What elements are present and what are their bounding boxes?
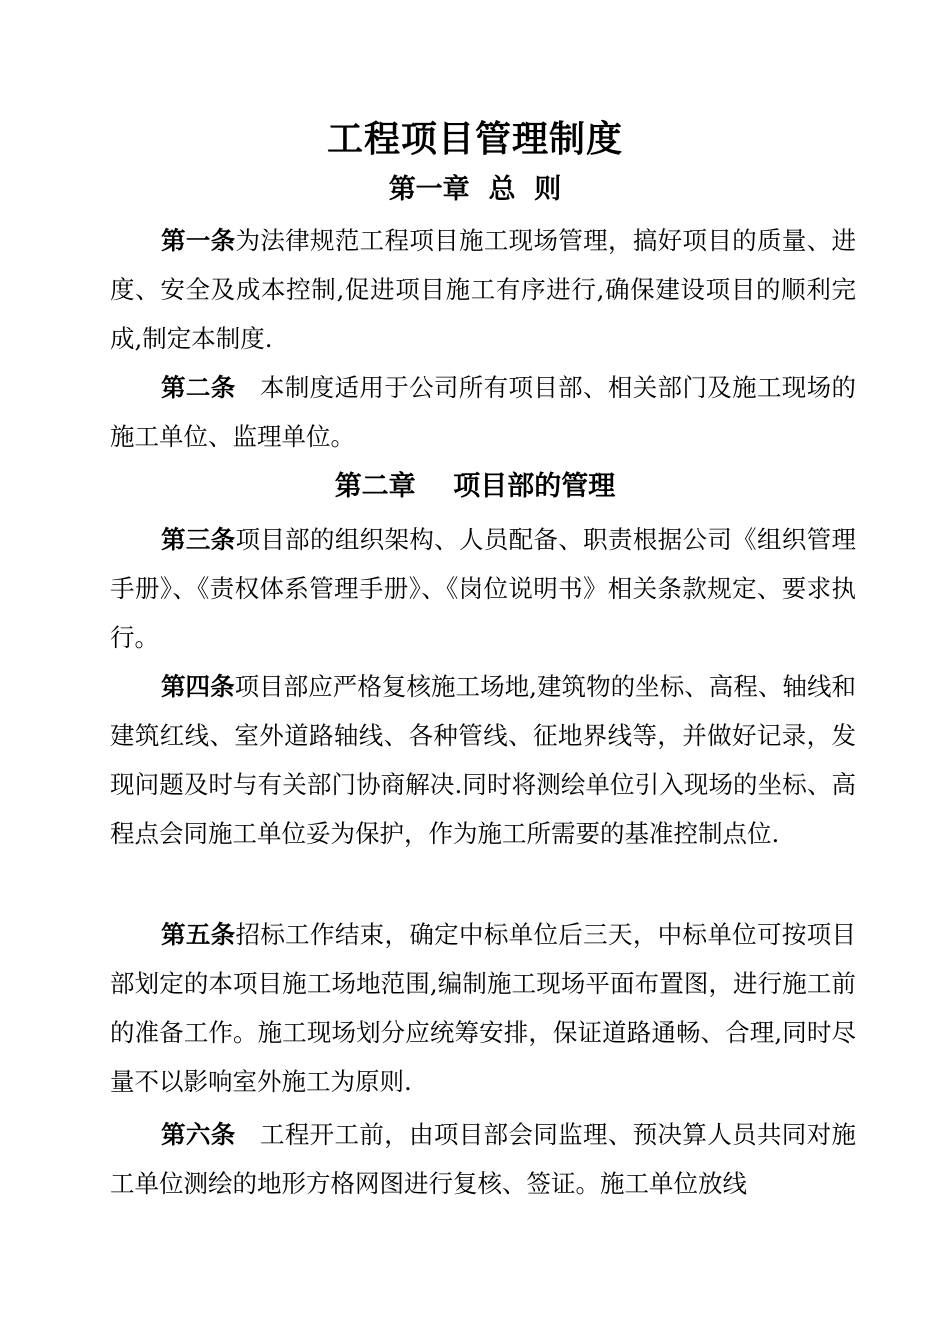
article-text: 项目部应严格复核施工场地,建筑物的坐标、高程、轴线和建筑红线、室外道路轴线、各种管线、征地界线等，并做好记录，发现问题及时与有关部门协商解决.同时将测绘单位引入现场的坐标、高程点会同施工单位妥为保护，作为施工所需要的基准控制点位. xyxy=(110,672,856,848)
article-label: 第五条 xyxy=(161,920,236,949)
article-1 xyxy=(110,216,856,363)
article-label: 第一条 xyxy=(161,226,236,255)
article-text: 工程开工前，由项目部会同监理、预决算人员共同对施工单位测绘的地形方格网图进行复核、签证。施工单位放线 xyxy=(110,1120,857,1198)
article-5 xyxy=(110,910,856,1106)
article-6 xyxy=(110,1110,856,1208)
article-label: 第四条 xyxy=(161,672,235,701)
article-label: 第六条 xyxy=(161,1120,236,1149)
chapter-heading-2: 第二章 项目部的管理 xyxy=(334,471,616,502)
article-text: 招标工作结束，确定中标单位后三天，中标单位可按项目部划定的本项目施工场地范围,编制施工现场平面布置图，进行施工前的准备工作。施工现场划分应统筹安排，保证道路通畅、合理,同时尽量不以影响室外施工为原则. xyxy=(110,920,856,1096)
article-4 xyxy=(110,662,856,858)
article-text: 项目部的组织架构、人员配备、职责根据公司《组织管理手册》、《责权体系管理手册》、《岗位说明书》相关条款规定、要求执行。 xyxy=(110,525,856,652)
article-3 xyxy=(110,515,856,662)
document-title: 工程项目管理制度 xyxy=(326,119,623,160)
article-2 xyxy=(110,363,856,461)
chapter-heading-1: 第一章 总 则 xyxy=(388,174,562,205)
article-label: 第三条 xyxy=(161,525,236,554)
article-text: 本制度适用于公司所有项目部、相关部门及施工现场的施工单位、监理单位。 xyxy=(110,373,857,451)
article-text: 为法律规范工程项目施工现场管理，搞好项目的质量、进度、安全及成本控制,促进项目施工有序进行,确保建设项目的顺利完成,制定本制度. xyxy=(110,226,856,353)
article-label: 第二条 xyxy=(161,373,236,402)
